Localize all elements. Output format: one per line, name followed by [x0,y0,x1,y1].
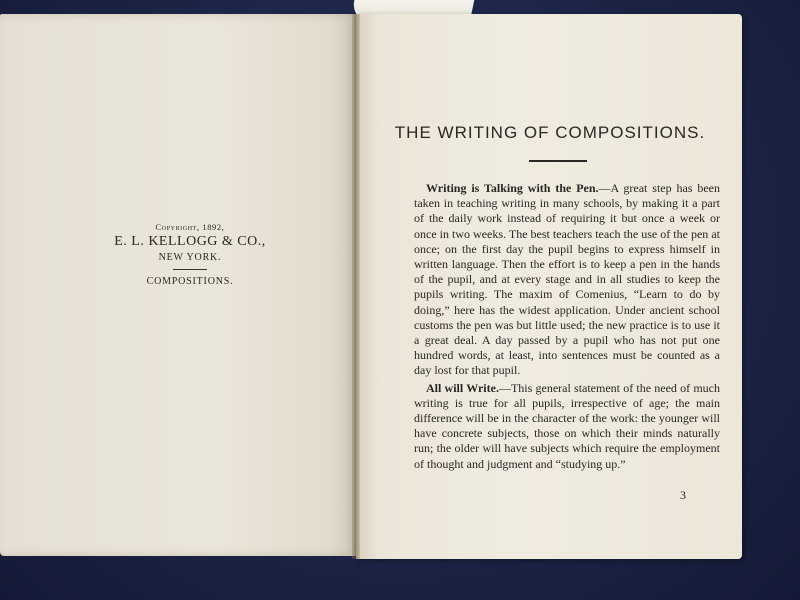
publisher-city: NEW YORK. [158,252,222,263]
copyright-imprint [40,222,340,287]
chapter-heading: THE WRITING OF COMPOSITIONS. [394,123,706,142]
body-text [414,181,720,472]
run-in-heading: Writing is Talking with the Pen. [426,181,599,195]
publisher-name: E. L. KELLOGG & CO., [114,234,266,249]
paragraph-text: —A great step has been taken in teaching writing in many schools, by making it a part of the daily work instead of requiring it but once a week or once in two weeks. The best teachers teach the use of the pen at once; on the first day the pupil begins to express himself in written language. Then the effort is to keep a pen in the hands of the pupil, and at every stage and in all studies to keep the pupils writing. The maxim of Comenius, “Learn to do by doing,” here has the widest application. Under ancient school customs the pen was but little used; the new practice is to use it a great deal. A day passed by a pupil who has not put one hundred words, at least, into sentences must be counted as a day lost for that pupil. [414,181,720,378]
book-gutter [352,14,360,559]
heading-divider [529,160,587,162]
paragraph-text: —This general statement of the need of much writing is true for all pupils, irrespective of age; the main difference will be in the character of the work: the younger will have concrete subjects, those on which their minds naturally run; the older will have subjects which require the employment of thought and judgment and “studying up.” [414,380,720,471]
imprint-title: COMPOSITIONS. [146,276,234,287]
run-in-heading: All will Write. [426,380,499,395]
paragraph-all-will-write [414,381,720,472]
page-number: 3 [680,488,686,502]
paragraph-writing-with-pen [414,181,720,379]
imprint-divider [173,269,207,270]
copyright-line: Copyright, 1892, [155,222,225,232]
